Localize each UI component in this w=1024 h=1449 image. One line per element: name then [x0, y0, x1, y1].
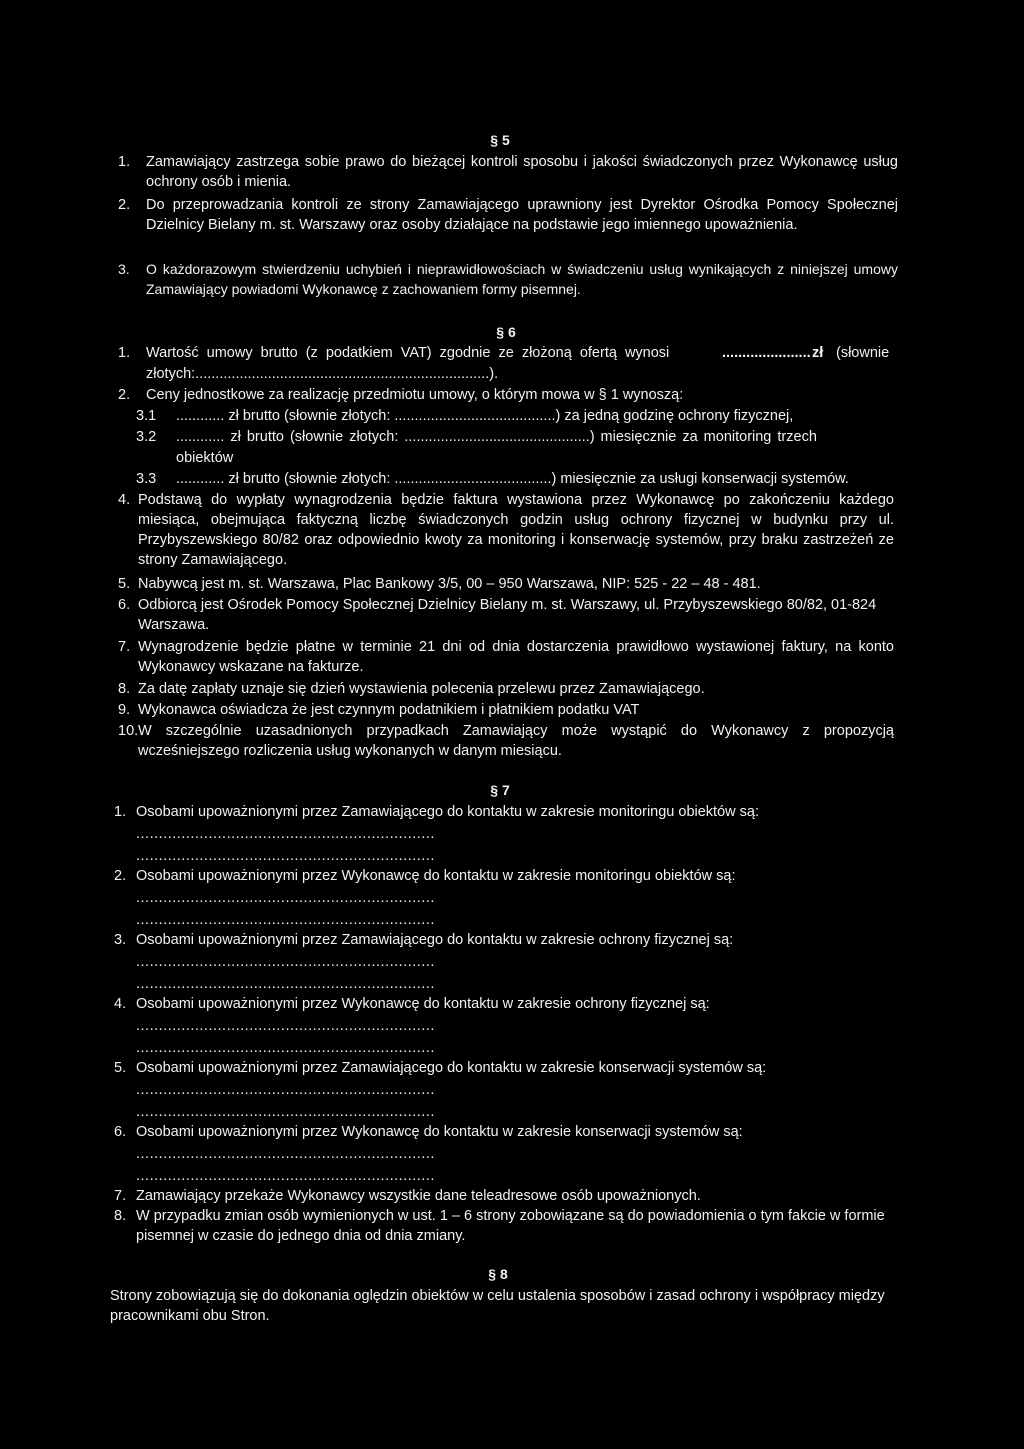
item-number: 7.: [114, 1188, 127, 1204]
s6-item-5: [118, 574, 894, 594]
item-text: Wynagrodzenie będzie płatne w terminie 21 dni od dnia dostarczenia prawidłowo wystawionej faktury, na konto Wykonawcy wskazane na fakturze.: [138, 639, 894, 675]
s6-item-1-dots: ......................: [722, 345, 811, 361]
s6-item-1-currency: zł: [812, 345, 824, 361]
item-text: Wykonawca oświadcza że jest czynnym podatnikiem i płatnikiem podatku VAT: [138, 702, 640, 718]
item-number: 3.: [118, 261, 130, 277]
item-text: O każdorazowym stwierdzeniu uchybień i nieprawidłowościach w świadczeniu usług wynikających z niniejszej umowy Zamawiający powiadomi Wykonawcę z zachowaniem formy pisemnej.: [146, 261, 898, 297]
item-text: Odbiorcą jest Ośrodek Pomocy Społecznej Dzielnicy Bielany m. st. Warszawy, ul. Przybyszewskiego 80/82, 01-824 Warszawa.: [138, 597, 877, 633]
s7-item-4-dots-2: ..................................................................: [136, 1040, 435, 1056]
s6-item-1-after: (słownie: [836, 345, 890, 361]
s7-item-3-dots-1: ..................................................................: [136, 954, 435, 970]
item-number: 5.: [118, 576, 131, 592]
s7-item-2: [114, 866, 904, 886]
item-text: Za datę zapłaty uznaje się dzień wystawienia polecenia przelewu przez Zamawiającego.: [138, 681, 705, 697]
item-text: Do przeprowadzania kontroli ze strony Zamawiającego uprawniony jest Dyrektor Ośrodka Pomocy Społecznej Dzielnicy Bielany m. st. Warszawy oraz osoby działające na podstawie jego imiennego upoważnienia.: [146, 197, 898, 233]
s7-item-7: [114, 1186, 904, 1206]
item-text: Osobami upoważnionymi przez Wykonawcę do kontaktu w zakresie konserwacji systemów są:: [136, 1124, 743, 1140]
item-number: 4.: [118, 492, 131, 508]
item-number: 8.: [114, 1208, 127, 1224]
s7-item-5: [114, 1058, 904, 1078]
item-text: Osobami upoważnionymi przez Zamawiającego do kontaktu w zakresie monitoringu obiektów są:: [136, 804, 759, 820]
s7-item-2-dots-2: ..................................................................: [136, 912, 435, 928]
item-number: 1.: [114, 804, 127, 820]
paragraph-text: Strony zobowiązują się do dokonania oględzin obiektów w celu ustalenia sposobów i zasad ochrony i współpracy między pracownikami obu Stron.: [110, 1288, 885, 1324]
s5-item-3: [118, 259, 898, 299]
s6-point-3-3-text: ............ zł brutto (słownie złotych: .......................................) miesięcznie za usługi konserwacji systemów.: [176, 471, 849, 487]
section-6-heading: § 6: [496, 324, 516, 340]
s6-item-7: [118, 637, 894, 677]
item-number: 6.: [118, 597, 131, 613]
s6-point-3-2-text: ............ zł brutto (słownie złotych: ..............................................) miesięcznie za monitoring trzech: [176, 429, 817, 445]
s7-item-1-dots-1: ..................................................................: [136, 826, 435, 842]
item-text: Osobami upoważnionymi przez Zamawiającego do kontaktu w zakresie konserwacji systemów są:: [136, 1060, 767, 1076]
item-text: Podstawą do wypłaty wynagrodzenia będzie faktura wystawiona przez Wykonawcę po zakończeniu każdego miesiąca, obejmująca faktyczną liczbę świadczonych godzin usług ochrony fizycznej w budynku przy ul. Przybyszewskiego 80/82 oraz odpowiednio kwoty za monitoring i konserwację systemów, przy braku zastrzeżeń ze strony Zamawiającego.: [138, 492, 894, 568]
item-text: Osobami upoważnionymi przez Wykonawcę do kontaktu w zakresie ochrony fizycznej są:: [136, 996, 710, 1012]
s5-item-2: [118, 195, 898, 235]
s6-point-3-3-number: 3.3: [136, 471, 157, 487]
item-number: 7.: [118, 639, 131, 655]
item-number: 6.: [114, 1124, 127, 1140]
section-7-heading: § 7: [490, 782, 510, 798]
s6-item-1-text: Wartość umowy brutto (z podatkiem VAT) zgodnie ze złożoną ofertą wynosi: [146, 345, 670, 361]
s7-item-8: [114, 1206, 904, 1246]
item-number: 8.: [118, 681, 131, 697]
section-8-heading: § 8: [488, 1266, 508, 1282]
s7-item-4-dots-1: ..................................................................: [136, 1018, 435, 1034]
s6-item-9: [118, 700, 894, 720]
s7-item-4: [114, 994, 904, 1014]
s8-paragraph: [110, 1286, 900, 1326]
item-number: 3.: [114, 932, 127, 948]
s7-item-6: [114, 1122, 904, 1142]
s6-point-3-2-text-cont: obiektów: [176, 450, 234, 466]
item-number: 1.: [118, 154, 131, 170]
s7-item-1-dots-2: ..................................................................: [136, 848, 435, 864]
item-text: Zamawiający zastrzega sobie prawo do bieżącej kontroli sposobu i jakości świadczonych przez Wykonawcę usług ochrony osób i mienia.: [146, 154, 898, 190]
item-number: 9.: [118, 702, 131, 718]
item-number: 5.: [114, 1060, 127, 1076]
s6-item-2-text: Ceny jednostkowe za realizację przedmiotu umowy, o którym mowa w § 1 wynoszą:: [146, 387, 684, 403]
s7-item-3: [114, 930, 904, 950]
s7-item-3-dots-2: ..................................................................: [136, 976, 435, 992]
item-text: W przypadku zmian osób wymienionych w ust. 1 – 6 strony zobowiązane są do powiadomienia o tym fakcie w formie pisemnej w czasie do jednego dnia od dnia zmiany.: [136, 1208, 885, 1244]
s6-point-3-2-number: 3.2: [136, 429, 157, 445]
item-text: Zamawiający przekaże Wykonawcy wszystkie dane teleadresowe osób upoważnionych.: [136, 1188, 701, 1204]
s6-item-10: [118, 721, 894, 761]
item-text: Osobami upoważnionymi przez Wykonawcę do kontaktu w zakresie monitoringu obiektów są:: [136, 868, 736, 884]
s7-item-6-dots-2: ..................................................................: [136, 1168, 435, 1184]
s6-item-1-number: 1.: [118, 345, 131, 361]
item-text: W szczególnie uzasadnionych przypadkach Zamawiający może wystąpić do Wykonawcy z propozycją wcześniejszego rozliczenia usług wykonanych w danym miesiącu.: [138, 723, 894, 759]
s6-point-3-1-number: 3.1: [136, 408, 157, 424]
item-text: Nabywcą jest m. st. Warszawa, Plac Bankowy 3/5, 00 – 950 Warszawa, NIP: 525 - 22 – 48 - 481.: [138, 576, 761, 592]
item-text: Osobami upoważnionymi przez Zamawiającego do kontaktu w zakresie ochrony fizycznej są:: [136, 932, 734, 948]
s5-item-1: [118, 152, 898, 192]
section-5-heading: § 5: [490, 132, 510, 148]
s7-item-2-dots-1: ..................................................................: [136, 890, 435, 906]
s6-item-2-number: 2.: [118, 387, 131, 403]
s6-item-6: [118, 595, 894, 635]
item-number: 2.: [114, 868, 127, 884]
s7-item-1: [114, 802, 904, 822]
s6-item-4: [118, 490, 894, 570]
s7-item-5-dots-1: ..................................................................: [136, 1082, 435, 1098]
s6-point-3-1-text: ............ zł brutto (słownie złotych: ........................................) za jedną godzinę ochrony fizycznej,: [176, 408, 794, 424]
item-number: 2.: [118, 197, 131, 213]
s6-item-1-line2: złotych:.........................................................................).: [146, 366, 499, 382]
s7-item-5-dots-2: ..................................................................: [136, 1104, 435, 1120]
item-number: 10.: [118, 723, 139, 739]
item-number: 4.: [114, 996, 127, 1012]
s6-item-8: [118, 679, 894, 699]
s7-item-6-dots-1: ..................................................................: [136, 1146, 435, 1162]
